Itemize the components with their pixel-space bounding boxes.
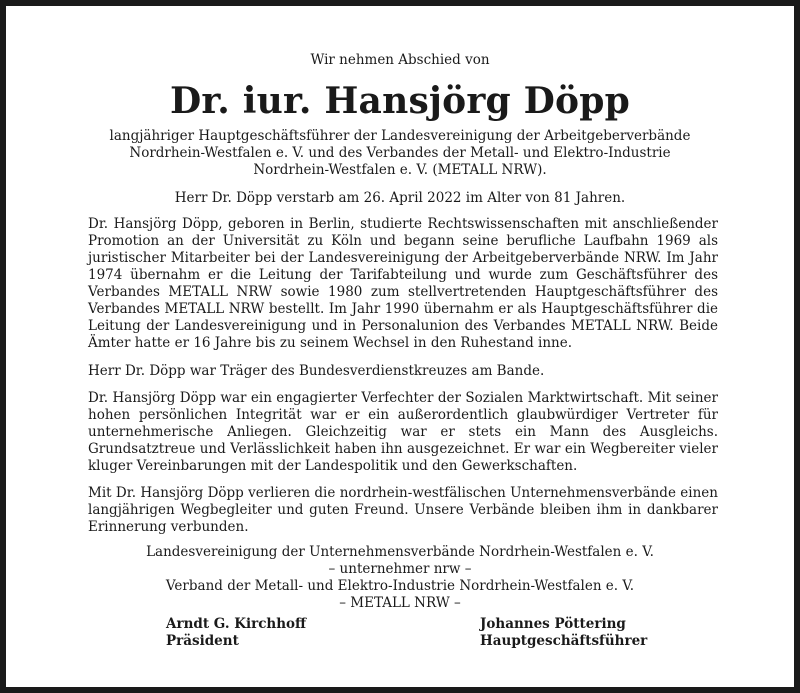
role-line: Nordrhein-Westfalen e. V. (METALL NRW).	[253, 162, 547, 178]
paragraph-honor: Herr Dr. Döpp war Träger des Bundesverdienstkreuzes am Bande.	[88, 363, 545, 379]
death-notice: Herr Dr. Döpp verstarb am 26. April 2022 im Alter von 81 Jahren.	[174, 190, 626, 206]
signatory-title: Hauptgeschäftsführer	[480, 633, 648, 649]
paragraph-farewell: Mit Dr. Hansjörg Döpp verlieren die nordrhein-westfälischen Unternehmensverbände einen langjährigen Wegbegleiter und guten Freund. Unsere Verbände bleiben ihm in dankbarer Erinnerung verbunden.	[88, 485, 718, 535]
obituary-body	[88, 216, 718, 546]
org-subtitle: – unternehmer nrw –	[328, 561, 472, 577]
signatory-right	[480, 616, 647, 650]
paragraph-character: Dr. Hansjörg Döpp war ein engagierter Verfechter der Sozialen Marktwirtschaft. Mit seiner hohen persönlichen Integrität war er ein außerordentlich glaubwürdiger Vertreter für unternehmerische Anliegen. Gleichzeitig war er stets ein Mann des Ausgleichs. Grundsatztreue und Verlässlichkeit haben ihn ausgezeichnet. Er war ein Wegbereiter vieler kluger Vereinbarungen mit der Landespolitik und den Gewerkschaften.	[88, 390, 718, 474]
org-name: Verband der Metall- und Elektro-Industrie Nordrhein-Westfalen e. V.	[165, 578, 635, 594]
role-line: Nordrhein-Westfalen e. V. und des Verbandes der Metall- und Elektro-Industrie	[129, 145, 671, 161]
org-subtitle: – METALL NRW –	[339, 595, 461, 611]
role-line: langjähriger Hauptgeschäftsführer der Landesvereinigung der Arbeitgeberverbände	[109, 128, 691, 144]
intro-line: Wir nehmen Abschied von	[310, 52, 490, 68]
deceased-name: Dr. iur. Hansjörg Döpp	[170, 80, 630, 122]
org-name: Landesvereinigung der Unternehmensverbände Nordrhein-Westfalen e. V.	[146, 544, 654, 560]
organizations	[6, 544, 794, 612]
signatory-name: Arndt G. Kirchhoff	[166, 616, 307, 632]
signatory-title: Präsident	[166, 633, 239, 649]
signatory-left	[166, 616, 306, 650]
paragraph-career: Dr. Hansjörg Döpp, geboren in Berlin, studierte Rechtswissenschaften mit anschließender Promotion an der Universität zu Köln und begann seine berufliche Laufbahn 1969 als juristischer Mitarbeiter bei der Landesvereinigung der Arbeitgeberverbände NRW. Im Jahr 1974 übernahm er die Leitung der Tarifabteilung und wurde zum Geschäftsführer des Verbandes METALL NRW sowie 1980 zum stellvertretenden Hauptgeschäftsführer des Verbandes METALL NRW bestellt. Im Jahr 1990 übernahm er als Hauptgeschäftsführer die Leitung der Landesvereinigung und in Personalunion des Verbandes METALL NRW. Beide Ämter hatte er 16 Jahre bis zu seinem Wechsel in den Ruhestand inne.	[88, 216, 718, 351]
role-description	[6, 128, 794, 179]
signatory-name: Johannes Pöttering	[480, 616, 626, 632]
